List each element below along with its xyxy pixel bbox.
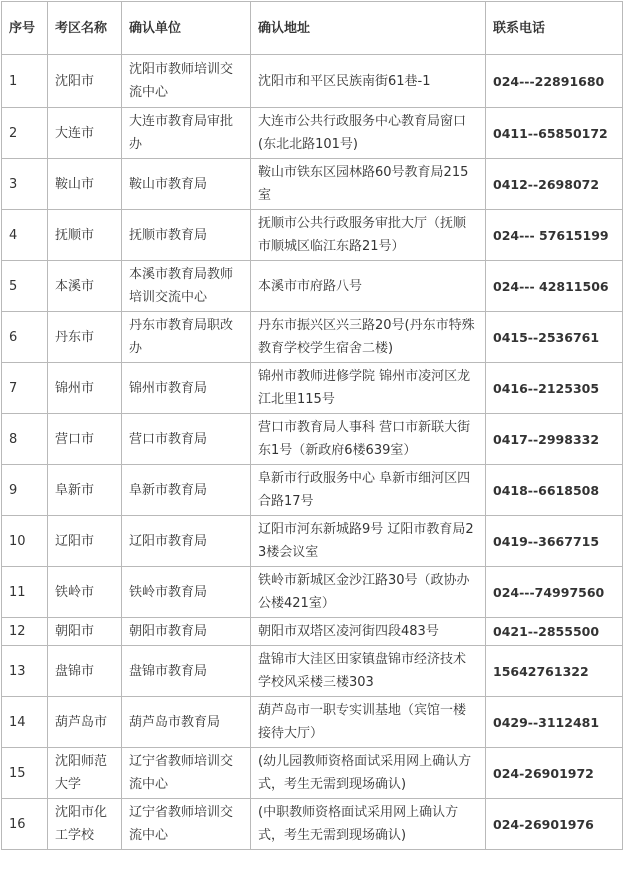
- table-row: [2, 646, 623, 697]
- cell-area: 鞍山市: [48, 159, 122, 210]
- cell-phone: 0416--2125305: [486, 363, 623, 414]
- header-area: 考区名称: [48, 2, 122, 55]
- cell-area: 朝阳市: [48, 618, 122, 646]
- cell-unit: 营口市教育局: [122, 414, 251, 465]
- cell-area: 大连市: [48, 108, 122, 159]
- table-row: [2, 516, 623, 567]
- cell-address: 阜新市行政服务中心 阜新市细河区四合路17号: [251, 465, 486, 516]
- table-row: [2, 363, 623, 414]
- cell-unit: 沈阳市教师培训交流中心: [122, 55, 251, 108]
- cell-no: 11: [2, 567, 48, 618]
- cell-area: 盘锦市: [48, 646, 122, 697]
- cell-phone: 0418--6618508: [486, 465, 623, 516]
- table-header-row: [2, 2, 623, 55]
- cell-unit: 本溪市教育局教师培训交流中心: [122, 261, 251, 312]
- cell-phone: 024-26901972: [486, 748, 623, 799]
- table-row: [2, 414, 623, 465]
- cell-area: 沈阳市化工学校: [48, 799, 122, 850]
- cell-no: 15: [2, 748, 48, 799]
- cell-no: 1: [2, 55, 48, 108]
- cell-unit: 大连市教育局审批办: [122, 108, 251, 159]
- cell-unit: 葫芦岛市教育局: [122, 697, 251, 748]
- cell-no: 8: [2, 414, 48, 465]
- table-row: [2, 312, 623, 363]
- cell-area: 本溪市: [48, 261, 122, 312]
- cell-address: 本溪市市府路八号: [251, 261, 486, 312]
- header-phone: 联系电话: [486, 2, 623, 55]
- cell-no: 7: [2, 363, 48, 414]
- header-address: 确认地址: [251, 2, 486, 55]
- cell-phone: 024---74997560: [486, 567, 623, 618]
- cell-no: 4: [2, 210, 48, 261]
- cell-unit: 盘锦市教育局: [122, 646, 251, 697]
- cell-no: 6: [2, 312, 48, 363]
- cell-unit: 辽阳市教育局: [122, 516, 251, 567]
- cell-no: 13: [2, 646, 48, 697]
- cell-address: (幼儿园教师资格面试采用网上确认方式，考生无需到现场确认): [251, 748, 486, 799]
- cell-phone: 024--- 42811506: [486, 261, 623, 312]
- table-row: [2, 697, 623, 748]
- cell-phone: 0429--3112481: [486, 697, 623, 748]
- cell-unit: 朝阳市教育局: [122, 618, 251, 646]
- cell-phone: 024--- 57615199: [486, 210, 623, 261]
- table-row: [2, 261, 623, 312]
- cell-address: 锦州市教师进修学院 锦州市凌河区龙江北里115号: [251, 363, 486, 414]
- cell-phone: 0419--3667715: [486, 516, 623, 567]
- cell-phone: 0412--2698072: [486, 159, 623, 210]
- cell-address: 鞍山市铁东区园林路60号教育局215室: [251, 159, 486, 210]
- table-row: [2, 159, 623, 210]
- table-row: [2, 799, 623, 850]
- cell-unit: 抚顺市教育局: [122, 210, 251, 261]
- cell-area: 锦州市: [48, 363, 122, 414]
- cell-no: 14: [2, 697, 48, 748]
- cell-no: 2: [2, 108, 48, 159]
- cell-area: 沈阳师范大学: [48, 748, 122, 799]
- cell-address: 盘锦市大洼区田家镇盘锦市经济技术学校风采楼三楼303: [251, 646, 486, 697]
- cell-address: 沈阳市和平区民族南街61巷-1: [251, 55, 486, 108]
- cell-area: 辽阳市: [48, 516, 122, 567]
- cell-address: 抚顺市公共行政服务审批大厅（抚顺市顺城区临江东路21号）: [251, 210, 486, 261]
- cell-address: 辽阳市河东新城路9号 辽阳市教育局23楼会议室: [251, 516, 486, 567]
- cell-no: 12: [2, 618, 48, 646]
- confirmation-sites-table: [1, 1, 623, 850]
- cell-unit: 阜新市教育局: [122, 465, 251, 516]
- cell-area: 营口市: [48, 414, 122, 465]
- cell-phone: 0415--2536761: [486, 312, 623, 363]
- cell-address: 朝阳市双塔区凌河街四段483号: [251, 618, 486, 646]
- table-row: [2, 618, 623, 646]
- cell-area: 抚顺市: [48, 210, 122, 261]
- table-row: [2, 567, 623, 618]
- table-row: [2, 465, 623, 516]
- cell-address: 营口市教育局人事科 营口市新联大街东1号（新政府6楼639室）: [251, 414, 486, 465]
- cell-unit: 鞍山市教育局: [122, 159, 251, 210]
- table-row: [2, 108, 623, 159]
- cell-unit: 锦州市教育局: [122, 363, 251, 414]
- cell-area: 沈阳市: [48, 55, 122, 108]
- cell-address: (中职教师资格面试采用网上确认方式，考生无需到现场确认): [251, 799, 486, 850]
- cell-area: 葫芦岛市: [48, 697, 122, 748]
- table-row: [2, 210, 623, 261]
- cell-unit: 铁岭市教育局: [122, 567, 251, 618]
- header-no: 序号: [2, 2, 48, 55]
- cell-area: 丹东市: [48, 312, 122, 363]
- cell-phone: 024---22891680: [486, 55, 623, 108]
- table-row: [2, 748, 623, 799]
- cell-phone: 024-26901976: [486, 799, 623, 850]
- cell-no: 5: [2, 261, 48, 312]
- cell-no: 10: [2, 516, 48, 567]
- cell-phone: 0411--65850172: [486, 108, 623, 159]
- cell-address: 葫芦岛市一职专实训基地（宾馆一楼接待大厅）: [251, 697, 486, 748]
- cell-phone: 0417--2998332: [486, 414, 623, 465]
- cell-unit: 辽宁省教师培训交流中心: [122, 799, 251, 850]
- header-unit: 确认单位: [122, 2, 251, 55]
- cell-phone: 15642761322: [486, 646, 623, 697]
- cell-address: 铁岭市新城区金沙江路30号（政协办公楼421室）: [251, 567, 486, 618]
- cell-no: 16: [2, 799, 48, 850]
- cell-unit: 辽宁省教师培训交流中心: [122, 748, 251, 799]
- cell-unit: 丹东市教育局职改办: [122, 312, 251, 363]
- cell-address: 大连市公共行政服务中心教育局窗口(东北北路101号): [251, 108, 486, 159]
- cell-area: 阜新市: [48, 465, 122, 516]
- cell-address: 丹东市振兴区兴三路20号(丹东市特殊教育学校学生宿舍二楼): [251, 312, 486, 363]
- cell-no: 3: [2, 159, 48, 210]
- cell-area: 铁岭市: [48, 567, 122, 618]
- table-row: [2, 55, 623, 108]
- cell-no: 9: [2, 465, 48, 516]
- cell-phone: 0421--2855500: [486, 618, 623, 646]
